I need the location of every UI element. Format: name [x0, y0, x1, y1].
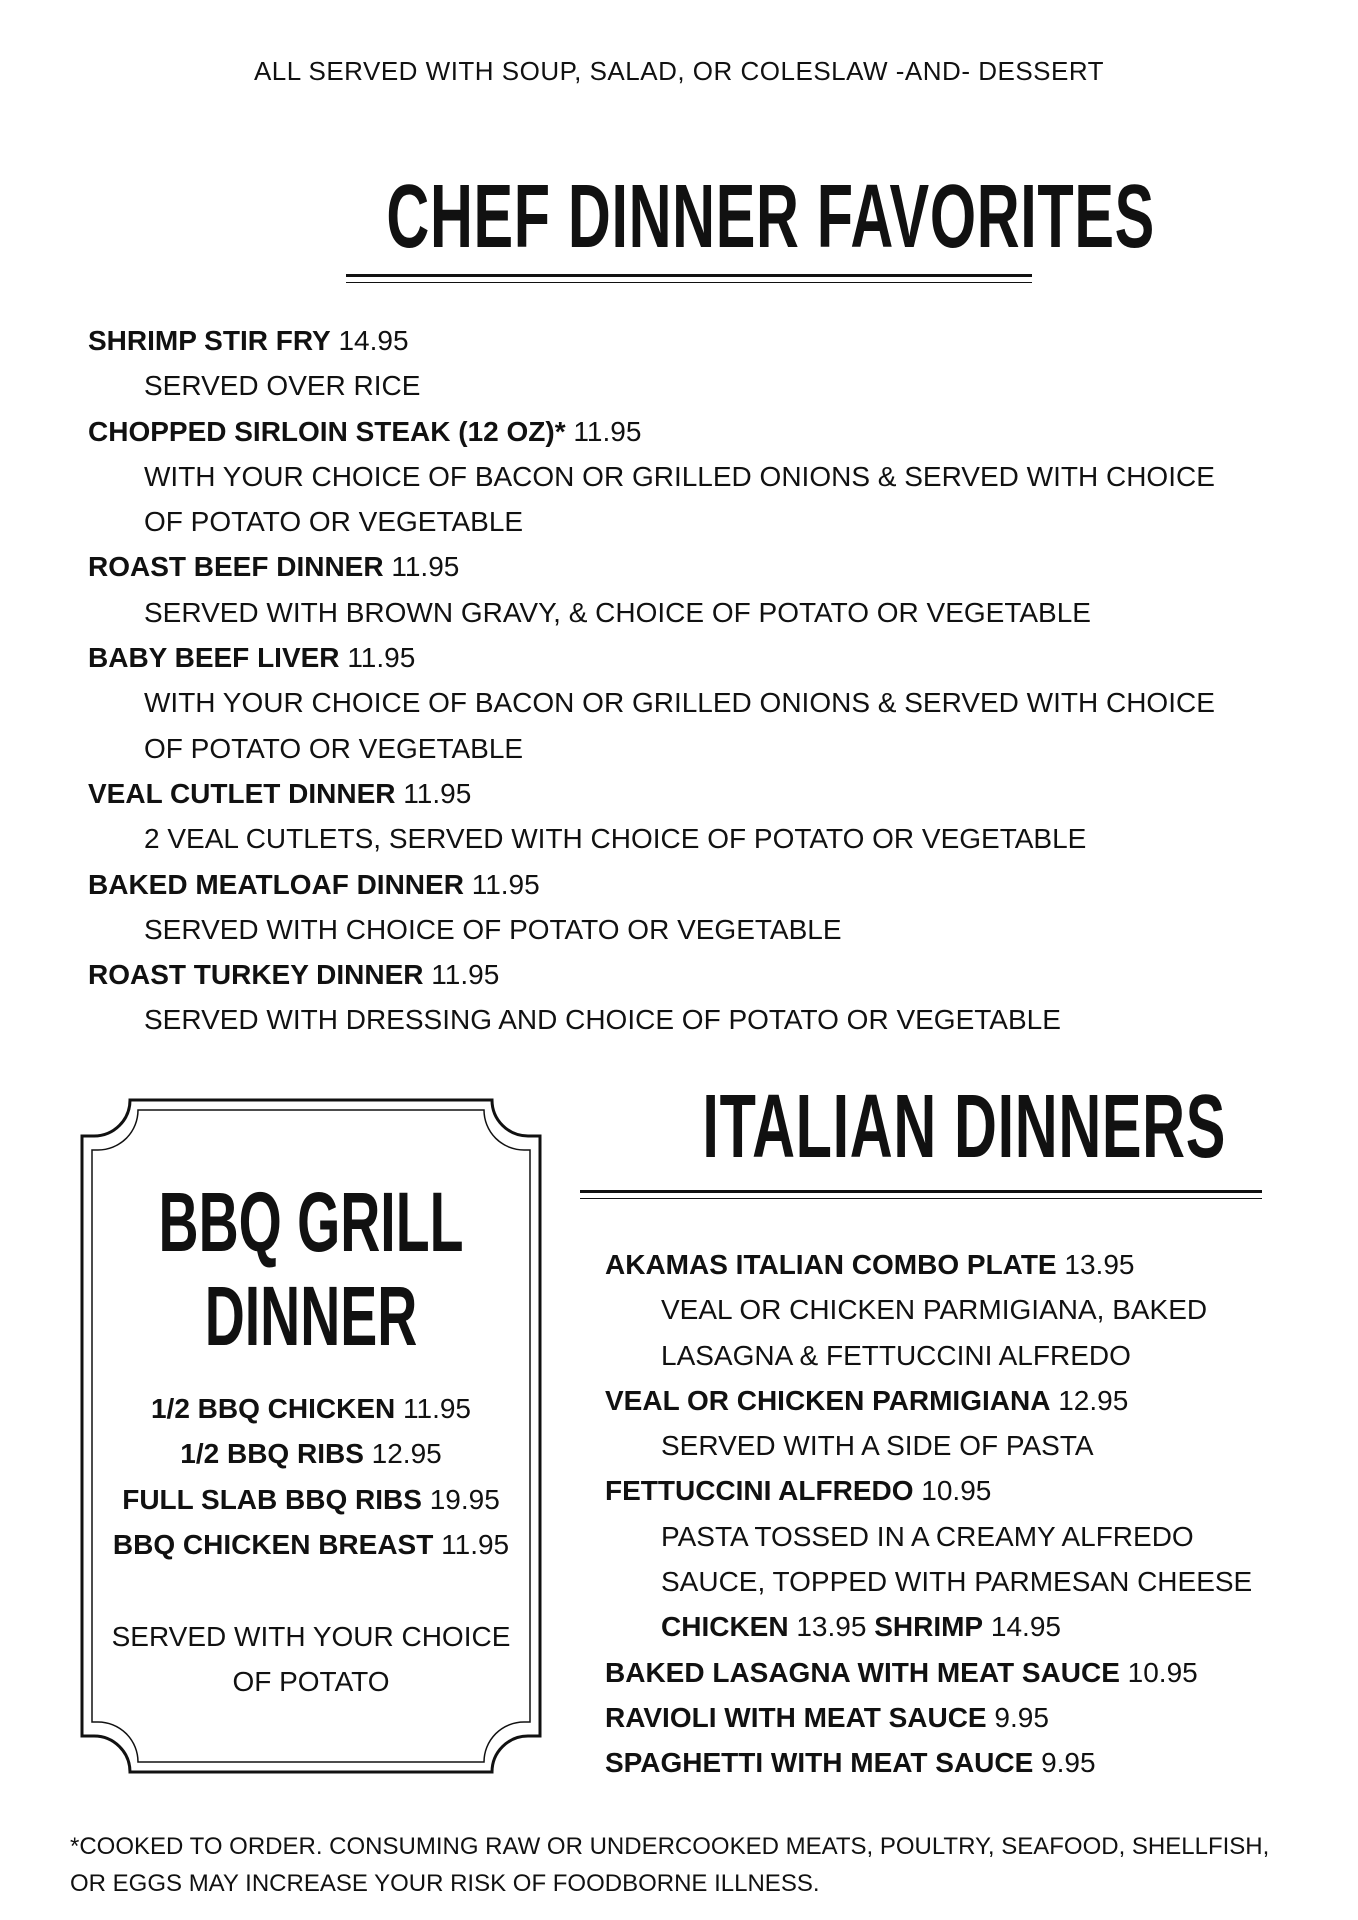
menu-item [605, 1650, 1305, 1695]
item-description: SAUCE, TOPPED WITH PARMESAN CHEESE [661, 1566, 1253, 1598]
menu-item [78, 1386, 544, 1431]
item-description: SERVED WITH DRESSING AND CHOICE OF POTATO OR VEGETABLE [144, 1004, 1061, 1036]
alfredo-add-ons [605, 1604, 1305, 1649]
item-name: ROAST TURKEY DINNER [88, 959, 424, 991]
menu-item [88, 318, 1288, 409]
item-description: 2 VEAL CUTLETS, SERVED WITH CHOICE OF POTATO OR VEGETABLE [144, 823, 1087, 855]
item-name: BAKED LASAGNA WITH MEAT SAUCE [605, 1656, 1120, 1688]
item-name: VEAL CUTLET DINNER [88, 777, 396, 809]
menu-item [88, 771, 1288, 862]
item-description: SERVED WITH CHOICE OF POTATO OR VEGETABLE [144, 913, 842, 945]
menu-item [88, 544, 1288, 635]
item-price: 9.95 [994, 1701, 1049, 1733]
bbq-title-line: DINNER [204, 1269, 418, 1363]
item-price: 14.95 [338, 325, 409, 356]
bbq-note-line: OF POTATO [232, 1666, 390, 1698]
food-safety-footnote [70, 1828, 1310, 1902]
italian-title-rule-bottom [580, 1198, 1262, 1199]
item-price: 11.95 [441, 1528, 510, 1560]
item-name: ROAST BEEF DINNER [88, 551, 384, 583]
item-name: RAVIOLI WITH MEAT SAUCE [605, 1701, 987, 1733]
item-description: WITH YOUR CHOICE OF BACON OR GRILLED ONIONS & SERVED WITH CHOICE [144, 460, 1215, 492]
footnote-line: *COOKED TO ORDER. CONSUMING RAW OR UNDERCOOKED MEATS, POULTRY, SEAFOOD, SHELLFISH, [70, 1833, 1270, 1860]
menu-item [605, 1695, 1305, 1740]
item-description: OF POTATO OR VEGETABLE [144, 732, 524, 764]
item-price: 11.95 [471, 868, 540, 900]
item-price: 12.95 [371, 1438, 442, 1470]
bbq-title [157, 1175, 465, 1363]
item-description: OF POTATO OR VEGETABLE [144, 506, 524, 538]
item-price: 11.95 [431, 959, 500, 991]
item-name: 1/2 BBQ CHICKEN [150, 1393, 396, 1424]
chef-favorites-list [88, 318, 1288, 1043]
add-on-price: 13.95 [796, 1611, 867, 1643]
bbq-note-line: SERVED WITH YOUR CHOICE [111, 1621, 511, 1652]
add-on-price: 14.95 [990, 1611, 1061, 1643]
item-description: WITH YOUR CHOICE OF BACON OR GRILLED ONIONS & SERVED WITH CHOICE [144, 687, 1215, 719]
menu-item [605, 1378, 1305, 1469]
item-name: VEAL OR CHICKEN PARMIGIANA [605, 1384, 1051, 1416]
item-name: SPAGHETTI WITH MEAT SAUCE [605, 1747, 1034, 1779]
italian-title-rule-top [580, 1190, 1262, 1193]
item-price: 19.95 [429, 1483, 500, 1515]
menu-item [88, 635, 1288, 771]
item-description: PASTA TOSSED IN A CREAMY ALFREDO [661, 1520, 1194, 1552]
item-price: 11.95 [573, 415, 642, 447]
chef-favorites-title: CHEF DINNER FAVORITES [386, 167, 1155, 267]
menu-item [78, 1477, 544, 1522]
menu-item [605, 1242, 1305, 1378]
item-name: FETTUCCINI ALFREDO [605, 1475, 914, 1507]
item-description: LASAGNA & FETTUCCINI ALFREDO [661, 1339, 1131, 1371]
item-price: 10.95 [921, 1475, 992, 1507]
item-name: BAKED MEATLOAF DINNER [88, 868, 464, 900]
menu-item [78, 1522, 544, 1567]
item-name: 1/2 BBQ RIBS [180, 1438, 364, 1470]
menu-item [605, 1740, 1305, 1785]
item-name: BABY BEEF LIVER [88, 642, 340, 674]
item-description: SERVED WITH BROWN GRAVY, & CHOICE OF POTATO OR VEGETABLE [144, 596, 1091, 628]
item-price: 11.95 [403, 1393, 472, 1424]
menu-item [605, 1468, 1305, 1649]
item-name: FULL SLAB BBQ RIBS [122, 1483, 422, 1515]
item-name: AKAMAS ITALIAN COMBO PLATE [605, 1249, 1057, 1280]
footnote-line: OR EGGS MAY INCREASE YOUR RISK OF FOODBORNE ILLNESS. [70, 1870, 820, 1897]
italian-dinners-list [605, 1242, 1305, 1786]
bbq-served-with-note [98, 1614, 524, 1705]
item-price: 11.95 [391, 551, 460, 583]
item-price: 10.95 [1127, 1656, 1198, 1688]
chef-title-rule-top [346, 274, 1032, 277]
menu-item [88, 862, 1288, 953]
item-description: VEAL OR CHICKEN PARMIGIANA, BAKED [661, 1294, 1208, 1326]
menu-item [88, 409, 1288, 545]
item-name: SHRIMP STIR FRY [88, 325, 331, 356]
served-with-note: ALL SERVED WITH SOUP, SALAD, OR COLESLAW -AND- DESSERT [253, 56, 1105, 86]
add-on-name: SHRIMP [874, 1611, 984, 1643]
item-price: 13.95 [1064, 1249, 1135, 1280]
item-price: 9.95 [1041, 1747, 1096, 1779]
item-description: SERVED WITH A SIDE OF PASTA [661, 1430, 1094, 1462]
item-description: SERVED OVER RICE [144, 370, 421, 402]
bbq-title-line: BBQ GRILL [158, 1175, 464, 1269]
item-name: CHOPPED SIRLOIN STEAK (12 OZ)* [88, 415, 566, 447]
add-on-name: CHICKEN [661, 1611, 789, 1643]
item-name: BBQ CHICKEN BREAST [112, 1528, 434, 1560]
menu-item [88, 952, 1288, 1043]
menu-item [78, 1431, 544, 1476]
chef-title-rule-bottom [346, 282, 1032, 283]
item-price: 11.95 [403, 777, 472, 809]
bbq-list [78, 1386, 544, 1567]
item-price: 12.95 [1058, 1384, 1129, 1416]
italian-dinners-title: ITALIAN DINNERS [702, 1077, 1226, 1177]
item-price: 11.95 [347, 642, 416, 674]
